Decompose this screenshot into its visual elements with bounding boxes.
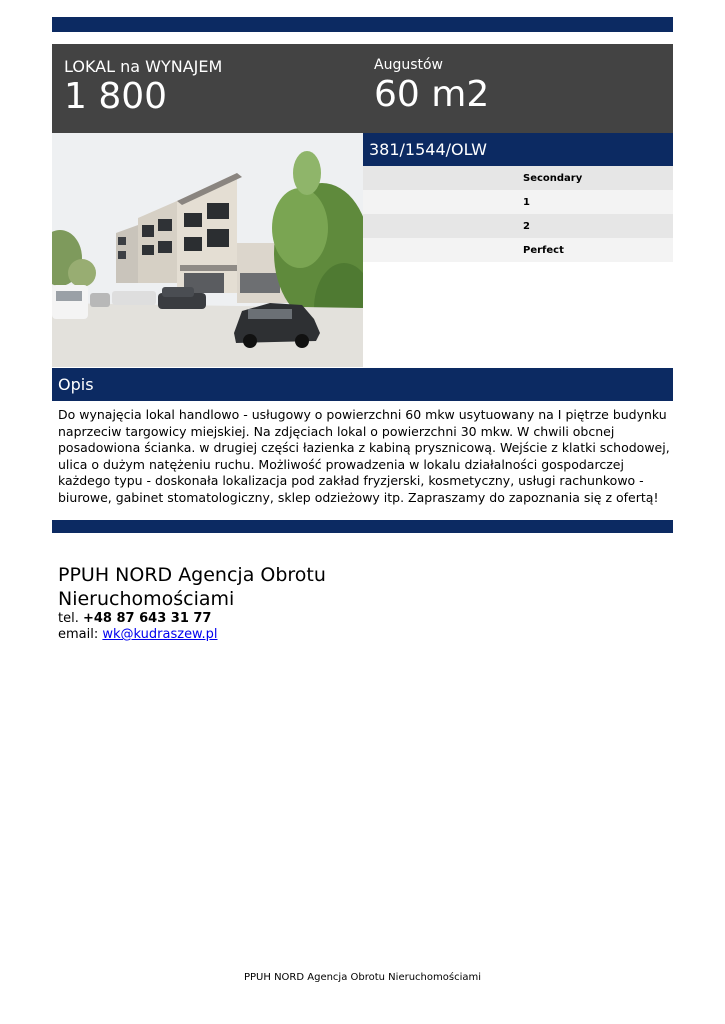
- email-label: email:: [58, 627, 103, 642]
- listing-city: Augustów: [374, 57, 444, 73]
- description-text: Do wynajęcia lokal handlowo - usługowy o powierzchni 60 mkw usytuowany na I piętrze budynku naprzeciw targowicy miejskiej. Na zdjęciach lokal o powierzchni 30 mkw. W chwili obcnej posadowiona ścianka. w drugiej części łazienka z kabiną prysznicową. Wejście z klatki schodowej, ulica o dużym natężeniu ruchu. Możliwość prowadzenia w lokalu działalności gospodarczej każdego typu - doskonała lokalizacja pod zakład fryzjerski, kosmetyczny, usługi rachunkowo - biurowe, gabinet stomatologiczny, sklep odzieżowy itp. Zapraszamy do zapoznania się z ofertą!: [58, 407, 670, 505]
- top-accent-bar: [52, 17, 673, 32]
- property-value: Secondary: [523, 172, 583, 184]
- page-footer: PPUH NORD Agencja Obrotu Nieruchomościami: [244, 972, 481, 983]
- property-photo: [52, 133, 363, 367]
- property-value: 2: [523, 220, 530, 232]
- property-row-condition: [363, 238, 673, 262]
- property-value: 1: [523, 196, 530, 208]
- agency-name: PPUH NORD Agencja Obrotu Nieruchomościami: [58, 564, 326, 610]
- property-value: Perfect: [523, 244, 564, 256]
- listing-area: 60 m2: [374, 74, 490, 115]
- email-line: [58, 627, 458, 643]
- description-heading: Opis: [52, 368, 673, 401]
- section-separator-bar: [52, 520, 673, 533]
- property-row-market: [363, 166, 673, 190]
- property-row-rooms: [363, 214, 673, 238]
- listing-type: LOKAL na WYNAJEM: [64, 57, 223, 76]
- phone-label: tel.: [58, 611, 83, 626]
- phone-line: [58, 611, 458, 627]
- property-row-floor: [363, 190, 673, 214]
- property-photo-image: [52, 133, 363, 367]
- agency-contact: [58, 563, 458, 643]
- header-left: [64, 57, 222, 117]
- property-details-table: [363, 166, 673, 262]
- email-link[interactable]: wk@kudraszew.pl: [102, 627, 218, 642]
- listing-price: 1 800: [64, 76, 168, 117]
- header-right: [374, 56, 489, 116]
- phone-number: +48 87 643 31 77: [82, 611, 212, 626]
- listing-header: [52, 44, 673, 133]
- reference-number: 381/1544/OLW: [363, 133, 673, 166]
